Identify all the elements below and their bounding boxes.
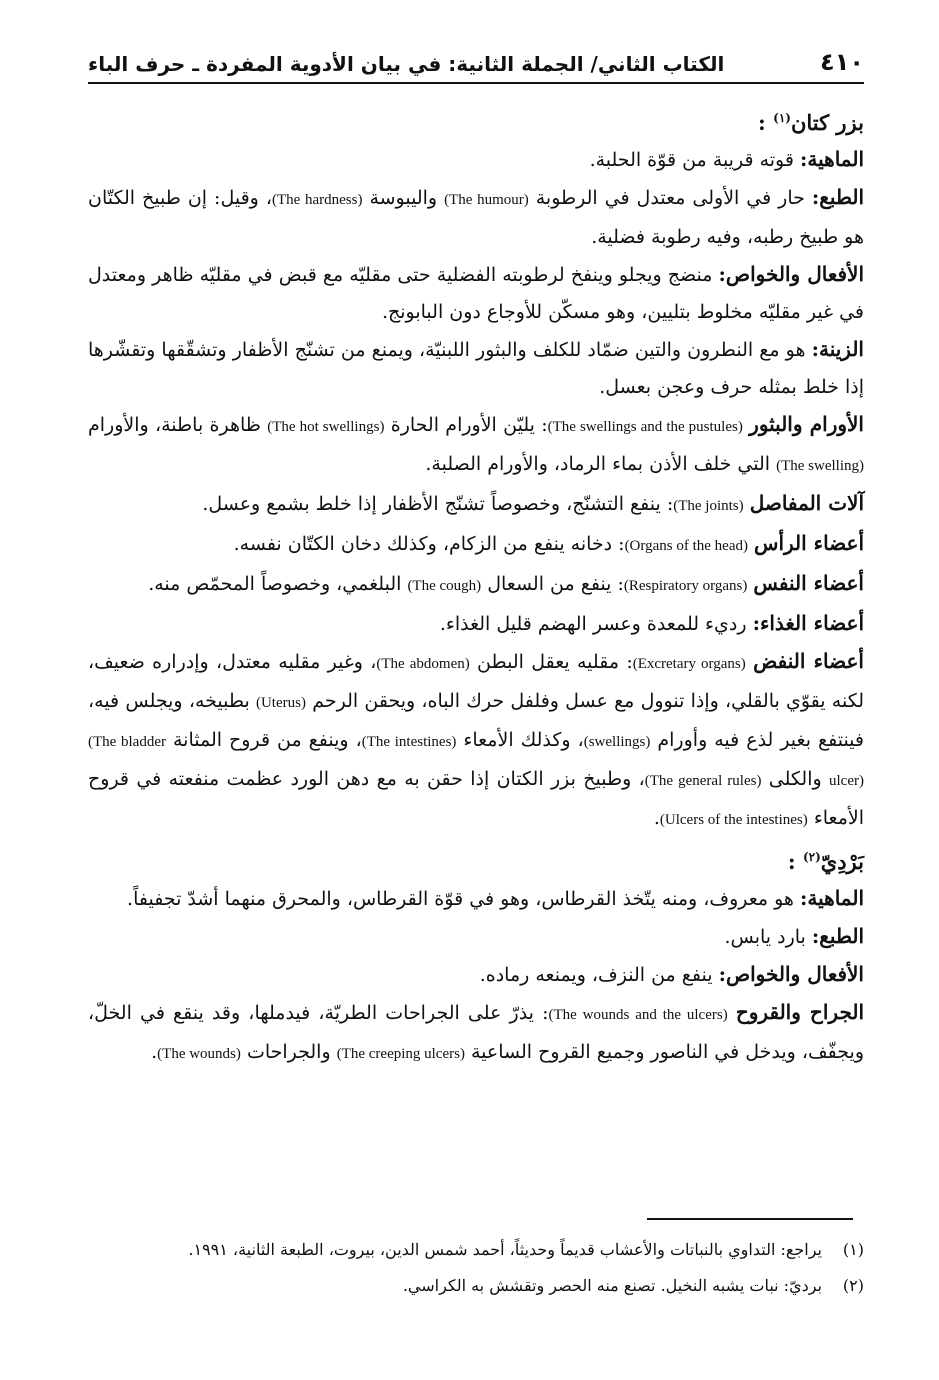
footnote-number: (٢) <box>842 1276 864 1295</box>
text-afal: ينفع من النزف، ويمنعه رماده. <box>479 964 713 986</box>
label-nafd: أعضاء النفض <box>753 649 864 673</box>
text-mahiya: قوته قريبة من قوّة الحلبة. <box>589 149 794 171</box>
text-segment: : يذرّ على الجراحات الطريّة، فيدملها، وقد ينقع في الخلّ، ويجفّف، ويدخل في الناصور وجميع القروح الساعية <box>88 1002 864 1063</box>
paragraph-awram <box>88 406 864 485</box>
english-term: (Organs of the head) <box>624 538 748 554</box>
label-nafas: أعضاء النفس <box>753 571 864 595</box>
text-segment: : ينفع التشنّج، وخصوصاً تشنّج الأظفار إذا خلط بشمع وعسل. <box>202 493 674 515</box>
text-segment: ، وطبيخ بزر الكتان إذا حقن به مع دهن الورد عظمت منفعته في قروح الأمعاء <box>88 768 864 829</box>
text-zina: هو مع النطرون والتين ضمّاد للكلف والبثور اللبنيّة، ويمنع من تشنّج الأظفار وتشقّقها وتقشّرها إذا خلط بمثله حرف وعجن بعسل. <box>88 339 864 398</box>
english-term: (The creeping ulcers) <box>336 1046 465 1062</box>
paragraph-mahiya-2 <box>88 880 864 918</box>
paragraph-mahiya <box>88 141 864 179</box>
english-term: (The bladder ulcer) <box>88 734 864 789</box>
entry-title-colon: : <box>758 110 766 135</box>
text-segment: البلغمي، وخصوصاً المحمّص منه. <box>148 573 402 595</box>
text-segment: ، وكذلك الأمعاء <box>463 729 584 751</box>
text-segment: واليبوسة <box>369 187 438 209</box>
footnote-ref: (١) <box>773 111 791 125</box>
text-ghidha: رديء للمعدة وعسر الهضم قليل الغذاء. <box>439 613 747 635</box>
page-number: ٤١٠ <box>820 48 864 76</box>
english-term: (The swellings and the pustules) <box>547 419 743 435</box>
english-term: (The cough) <box>407 578 482 594</box>
footnote-number: (١) <box>842 1240 864 1259</box>
label-alat: آلات المفاصل <box>749 491 864 515</box>
label-tab: الطبع: <box>811 185 864 209</box>
label-mahiya: الماهية: <box>800 886 864 910</box>
text-segment: والجراحات <box>246 1041 331 1063</box>
english-term: (The hot swellings) <box>267 419 385 435</box>
paragraph-zina <box>88 331 864 406</box>
paragraph-nafd <box>88 643 864 839</box>
text-segment: ، وقيل: إن طبيخ الكتّان هو طبيخ رطبه، وفيه رطوبة فضلية. <box>88 187 864 248</box>
english-term: (The swelling) <box>776 458 864 474</box>
text-segment: والكلى <box>768 768 822 790</box>
text-segment: . <box>653 807 660 829</box>
label-jirah: الجراح والقروح <box>735 1000 864 1024</box>
text-segment: ، وينفع من قروح المثانة <box>173 729 362 751</box>
text-segment: بطبيخه، ويجلس فيه، فينتفع بغير لذع فيه وأورام <box>88 690 864 751</box>
english-term: (The intestines) <box>361 734 457 750</box>
english-term: (The hardness) <box>271 192 363 208</box>
english-term: (The humour) <box>444 192 529 208</box>
label-ghidha: أعضاء الغذاء: <box>752 611 864 635</box>
text-mahiya: هو معروف، ومنه يتّخذ القرطاس، وهو في قوّة القرطاس، والمحرق منهما أشدّ تجفيفاً. <box>127 888 794 910</box>
label-awram: الأورام والبثور <box>749 412 864 436</box>
paragraph-tab <box>88 179 864 256</box>
label-afal: الأفعال والخواص: <box>718 262 865 286</box>
english-term: (The joints) <box>673 498 744 514</box>
text-tab: بارد يابس. <box>724 926 806 948</box>
paragraph-afal <box>88 256 864 331</box>
main-text <box>88 100 864 1073</box>
paragraph-nafas <box>88 565 864 605</box>
paragraph-afal-2 <box>88 956 864 994</box>
text-afal: منضج ويجلو وينفخ لرطوبته الفضلية حتى مقليّه مع قبض في مقليّه ظاهر ومعتدل في غير مقليّه مخلوط بتليين، وهو مسكّن للأوجاع دون البابونج. <box>88 264 864 323</box>
paragraph-ghidha <box>88 605 864 643</box>
english-term: (The wounds) <box>157 1046 241 1062</box>
footnotes <box>88 1234 864 1306</box>
paragraph-tab-2 <box>88 918 864 956</box>
label-tab: الطبع: <box>811 924 864 948</box>
text-segment: التي خلف الأذن بماء الرماد، والأورام الصلبة. <box>425 453 771 475</box>
text-segment: حار في الأولى معتدل في الرطوبة <box>535 187 805 209</box>
label-mahiya: الماهية: <box>800 147 864 171</box>
paragraph-jirah <box>88 994 864 1073</box>
entry-title-text: بزر كتان <box>790 110 864 135</box>
entry-title-colon: : <box>787 849 796 874</box>
english-term: (Uterus) <box>255 695 306 711</box>
text-segment: ، وغير مقليه معتدل، وإدراره ضعيف، لكنه يقوّي بالقلي، وإذا تنوول مع عسل وفلفل حرك الباه، ويحقن الرحم <box>88 651 865 712</box>
paragraph-alat <box>88 485 864 525</box>
english-term: (Ulcers of the intestines) <box>659 812 808 828</box>
label-zina: الزينة: <box>811 337 864 361</box>
english-term: (Excretary organs) <box>632 656 746 672</box>
english-term: (Respiratory organs) <box>623 578 748 594</box>
footnote-2 <box>88 1270 864 1302</box>
footnote-text: برديّ: نبات يشبه النخيل. تصنع منه الحصر وتقشش به الكراسي. <box>402 1276 822 1295</box>
text-segment: : ينفع من السعال <box>487 573 624 595</box>
entry-title-text: بَرْدِيّ <box>820 849 864 874</box>
entry-title-flaxseed <box>88 100 864 141</box>
footnote-ref: (٢) <box>802 850 821 864</box>
page-header <box>88 36 864 84</box>
footnote-1 <box>88 1234 864 1266</box>
label-ras: أعضاء الرأس <box>754 531 864 555</box>
english-term: (The abdomen) <box>376 656 470 672</box>
text-segment: : مقليه يعقل البطن <box>477 651 633 673</box>
paragraph-ras <box>88 525 864 565</box>
footnote-text: يراجع: التداوي بالنباتات والأعشاب قديماً وحديثاً، أحمد شمس الدين، بيروت، الطبعة الثانية، ١٩٩١. <box>188 1240 822 1259</box>
text-segment: : دخانه ينفع من الزكام، وكذلك دخان الكتّان نفسه. <box>233 533 625 555</box>
running-title: الكتاب الثاني/ الجملة الثانية: في بيان الأدوية المفردة ـ حرف الباء <box>88 52 725 76</box>
english-term: (The wounds and the ulcers) <box>548 1007 728 1023</box>
text-segment: ظاهرة باطنة، والأورام <box>88 414 261 436</box>
english-term: (swellings) <box>583 734 651 750</box>
text-segment: : يليّن الأورام الحارة <box>390 414 548 436</box>
footnote-divider <box>647 1218 853 1220</box>
text-segment: . <box>151 1041 158 1063</box>
label-afal: الأفعال والخواص: <box>718 962 864 986</box>
english-term: (The general rules) <box>644 773 762 789</box>
entry-title-papyrus <box>88 839 864 880</box>
